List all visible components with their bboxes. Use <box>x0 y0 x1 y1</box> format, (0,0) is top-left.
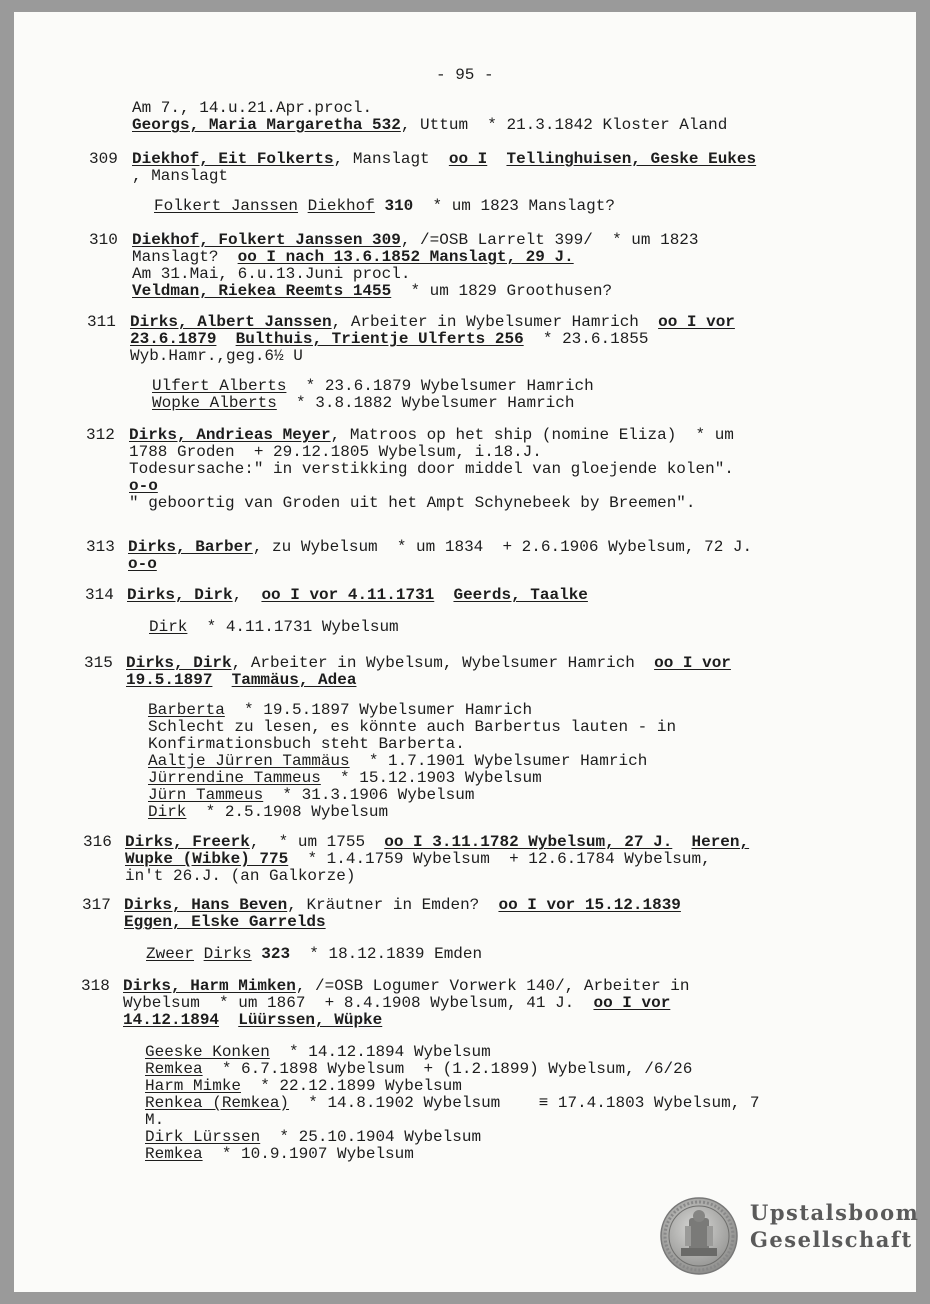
child-line <box>145 1044 491 1061</box>
entry-text: , /=OSB Larrelt 399/ * um 1823 <box>400 231 699 249</box>
spacer-text <box>487 150 506 168</box>
child-line <box>149 619 399 636</box>
spouse-name: Veldman, Riekea Reemts 1455 <box>132 282 392 300</box>
marriage-info: oo I vor <box>658 313 735 331</box>
child-details: * 19.5.1897 Wybelsumer Hamrich <box>224 701 533 719</box>
entry-text: , Arbeiter in Wybelsum, Wybelsumer Hamrich <box>231 654 655 672</box>
entry-text: Manslagt? <box>132 248 238 266</box>
entry-number: 311 <box>87 313 116 331</box>
person-name: Dirks, Harm Mimken <box>123 977 296 995</box>
spouse-name: Wupke (Wibke) 775 <box>125 850 289 868</box>
entry-text: , zu Wybelsum * um 1834 + 2.6.1906 Wybelsum, 72 J. <box>252 538 753 556</box>
entry-line <box>130 314 735 331</box>
person-name: Dirks, Dirk <box>126 654 232 672</box>
spouse-name: Georgs, Maria Margaretha 532 <box>132 116 401 134</box>
person-name: Dirks, Dirk <box>127 586 233 604</box>
entry-line: Am 31.Mai, 6.u.13.Juni procl. <box>132 265 411 283</box>
spouse-name: Eggen, Elske Garrelds <box>124 913 326 931</box>
person-name: Dirks, Freerk <box>125 833 250 851</box>
child-name: Geeske Konken <box>145 1043 270 1061</box>
entry-number: 310 <box>89 231 118 249</box>
child-details: * 25.10.1904 Wybelsum <box>260 1128 482 1146</box>
entry-line <box>123 1012 382 1029</box>
entry-number: 318 <box>81 977 110 995</box>
entry-text: , Arbeiter in Wybelsumer Hamrich <box>331 313 659 331</box>
continuation-line: Am 7., 14.u.21.Apr.procl. <box>132 99 373 117</box>
person-name: Dirks, Barber <box>128 538 253 556</box>
child-details: * 31.3.1906 Wybelsum <box>263 786 475 804</box>
child-details: * 4.11.1731 Wybelsum <box>187 618 399 636</box>
child-name: Jürrendine Tammeus <box>148 769 321 787</box>
marriage-info: oo I vor 15.12.1839 <box>498 896 681 914</box>
spouse-name: Tellinghuisen, Geske Eukes <box>506 150 757 168</box>
entry-line <box>128 539 752 556</box>
child-name: Dirk Lürssen <box>145 1128 261 1146</box>
entry-text: , <box>232 586 262 604</box>
child-name: Ulfert Alberts <box>152 377 287 395</box>
child-reference: 310 <box>384 197 414 215</box>
spouse-name: Bulthuis, Trientje Ulferts 256 <box>235 330 524 348</box>
entry-text: , Manslagt <box>333 150 449 168</box>
entry-line: " geboortig van Groden uit het Ampt Schynebeek by Breemen". <box>129 494 696 512</box>
child-details: * 2.5.1908 Wybelsum <box>186 803 389 821</box>
child-details: * 14.8.1902 Wybelsum ≡ 17.4.1803 Wybelsum, 7 <box>289 1094 760 1112</box>
child-line <box>145 1146 414 1163</box>
spouse-details: , Uttum * 21.3.1842 Kloster Aland <box>400 116 728 134</box>
child-details: * 6.7.1898 Wybelsum + (1.2.1899) Wybelsum, /6/26 <box>202 1060 693 1078</box>
entry-line <box>126 655 731 672</box>
spacer-text <box>219 1011 238 1029</box>
child-name: Renkea (Remkea) <box>145 1094 290 1112</box>
spacer-text <box>672 833 691 851</box>
child-line <box>148 753 647 770</box>
child-line <box>154 198 615 215</box>
entry-line <box>132 283 612 300</box>
entry-line: Todesursache:" in verstikking door middel van gloejende kolen". <box>129 460 734 478</box>
spouse-details: * 1.4.1759 Wybelsum + 12.6.1784 Wybelsum, <box>288 850 711 868</box>
marriage-info: o-o <box>129 477 158 495</box>
child-details: * 15.12.1903 Wybelsum <box>320 769 542 787</box>
entry-line <box>125 834 749 851</box>
document-page <box>14 12 920 1292</box>
marriage-info: oo I nach 13.6.1852 Manslagt, 29 J. <box>237 248 574 266</box>
seal-icon <box>659 1196 739 1276</box>
continuation-spouse-line <box>132 117 727 134</box>
spacer-text <box>434 586 453 604</box>
child-line <box>145 1061 692 1078</box>
spouse-details: * um 1829 Groothusen? <box>391 282 613 300</box>
marriage-info: oo I vor <box>654 654 731 672</box>
society-logo <box>659 1196 919 1276</box>
spacer-text <box>212 671 231 689</box>
child-name: Jürn Tammeus <box>148 786 264 804</box>
entry-line: Wyb.Hamr.,geg.6½ U <box>130 347 303 365</box>
spouse-details: * 23.6.1855 <box>523 330 649 348</box>
entry-line <box>132 249 574 266</box>
child-line <box>148 804 388 821</box>
marriage-info: oo I <box>448 150 488 168</box>
marriage-info: oo I vor <box>593 994 671 1012</box>
entry-number: 314 <box>85 586 114 604</box>
marriage-info: o-o <box>128 555 157 573</box>
spouse-name: Tammäus, Adea <box>231 671 357 689</box>
child-details: * 23.6.1879 Wybelsumer Hamrich <box>286 377 594 395</box>
entry-number: 309 <box>89 150 118 168</box>
child-line <box>145 1095 760 1112</box>
entry-number: 316 <box>83 833 112 851</box>
child-name: Barberta <box>148 701 225 719</box>
child-name: Aaltje Jürren Tammäus <box>148 752 350 770</box>
child-name: Wopke Alberts <box>152 394 277 412</box>
child-line <box>148 787 474 804</box>
entry-line: , Manslagt <box>132 167 229 185</box>
entry-line: in't 26.J. (an Galkorze) <box>125 867 356 885</box>
child-details: * 10.9.1907 Wybelsum <box>202 1145 414 1163</box>
page-number: - 95 - <box>436 66 494 84</box>
child-surname: Dirks <box>203 945 252 963</box>
child-name: Folkert Janssen <box>154 197 299 215</box>
entry-text: , /=OSB Logumer Vorwerk 140/, Arbeiter in <box>295 977 690 995</box>
child-surname: Diekhof <box>307 197 375 215</box>
person-name: Diekhof, Eit Folkerts <box>132 150 334 168</box>
entry-line <box>129 427 734 444</box>
child-name: Harm Mimke <box>145 1077 242 1095</box>
marriage-info: 19.5.1897 <box>126 671 213 689</box>
child-reference: 323 <box>261 945 291 963</box>
entry-line: 1788 Groden + 29.12.1805 Wybelsum, i.18.J. <box>129 443 542 461</box>
entry-text: , * um 1755 <box>249 833 385 851</box>
logo-text: Upstalsboom <box>750 1200 920 1225</box>
child-details: * 14.12.1894 Wybelsum <box>269 1043 491 1061</box>
marriage-info: oo I vor 4.11.1731 <box>261 586 435 604</box>
child-line <box>148 702 532 719</box>
child-line <box>145 1129 481 1146</box>
person-name: Dirks, Hans Beven <box>124 896 288 914</box>
logo-text: Gesellschaft <box>750 1227 913 1252</box>
entry-number: 315 <box>84 654 113 672</box>
entry-line <box>123 995 670 1012</box>
child-line <box>152 378 594 395</box>
entry-line <box>124 897 681 914</box>
marriage-info: oo I 3.11.1782 Wybelsum, 27 J. <box>384 833 673 851</box>
marriage-info: 23.6.1879 <box>130 330 217 348</box>
child-name: Zweer <box>146 945 195 963</box>
child-name: Remkea <box>145 1145 203 1163</box>
marriage-info: 14.12.1894 <box>123 1011 220 1029</box>
child-details: * 22.12.1899 Wybelsum <box>241 1077 462 1095</box>
child-name: Dirk <box>148 803 187 821</box>
person-name: Dirks, Andrieas Meyer <box>129 426 331 444</box>
spouse-name: Heren, <box>691 833 750 851</box>
person-name: Dirks, Albert Janssen <box>130 313 332 331</box>
entry-line: M. <box>145 1111 165 1129</box>
entry-text: , Matroos op het ship (nomine Eliza) * um <box>330 426 734 444</box>
child-details: * 3.8.1882 Wybelsumer Hamrich <box>276 394 575 412</box>
entry-text: Wybelsum * um 1867 + 8.4.1908 Wybelsum, 41 J. <box>123 994 594 1012</box>
child-note: Konfirmationsbuch steht Barberta. <box>148 735 465 753</box>
person-name: Diekhof, Folkert Janssen 309 <box>132 231 401 249</box>
child-line <box>145 1078 462 1095</box>
child-line <box>152 395 574 412</box>
entry-line <box>123 978 690 995</box>
entry-line <box>132 151 756 168</box>
entry-line <box>126 672 356 689</box>
child-note: Schlecht zu lesen, es könnte auch Barbertus lauten - in <box>148 718 677 736</box>
entry-line <box>125 851 711 868</box>
child-line <box>146 946 482 963</box>
spouse-name: Geerds, Taalke <box>453 586 588 604</box>
entry-number: 312 <box>86 426 115 444</box>
entry-number: 313 <box>86 538 115 556</box>
child-details: * 18.12.1839 Emden <box>290 945 483 963</box>
entry-line <box>130 331 649 348</box>
entry-number: 317 <box>82 896 111 914</box>
child-details: * um 1823 Manslagt? <box>413 197 615 215</box>
child-line <box>148 770 542 787</box>
entry-line <box>127 587 588 604</box>
entry-line <box>132 232 699 249</box>
spacer-text <box>216 330 235 348</box>
entry-text: , Kräutner in Emden? <box>287 896 499 914</box>
spouse-name: Lüürssen, Wüpke <box>238 1011 383 1029</box>
child-name: Dirk <box>149 618 188 636</box>
child-name: Remkea <box>145 1060 203 1078</box>
child-details: * 1.7.1901 Wybelsumer Hamrich <box>349 752 648 770</box>
